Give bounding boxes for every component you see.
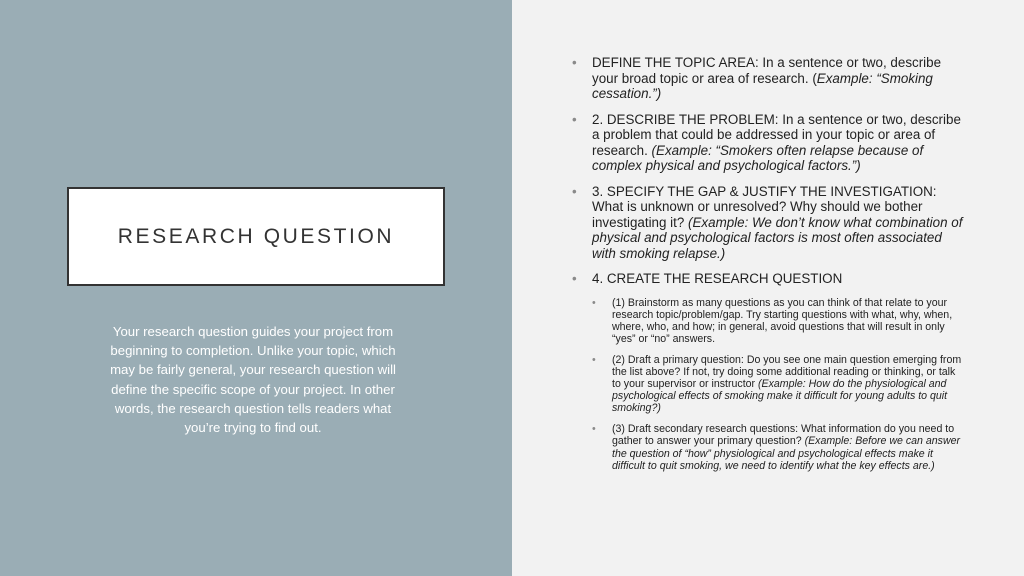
- substep-example: (Example: Before we can answer the question of “how” physiological and psychological effects make it difficult to quit smoking, we need to identify what the key effects are.): [612, 435, 961, 472]
- bullet-icon: •: [592, 296, 596, 309]
- step-example: (Example: “Smokers often relapse because of complex physical and psychological factors.”): [592, 142, 924, 173]
- list-item-describe-problem: [572, 112, 964, 174]
- step-example: Example: “Smoking cessation.”): [592, 70, 933, 101]
- bullet-icon: •: [572, 271, 577, 286]
- slide-title: RESEARCH QUESTION: [117, 224, 395, 248]
- substep-text: (1) Brainstorm as many questions as you can think of that relate to your research topic/problem/gap. Try starting questions with what, why, when, where, who, and how; in general, avoid questions that will result in only “yes” or “no” answers.: [612, 296, 953, 345]
- bullet-icon: •: [592, 353, 596, 366]
- list-item-specify-gap: [572, 184, 964, 262]
- bullet-icon: •: [592, 423, 596, 436]
- sublist-item-secondary-questions: [572, 423, 964, 471]
- list-item-create-question: [572, 271, 964, 287]
- substep-text: (2) Draft a primary question: Do you see one main question emerging from the list above? If not, try doing some additional reading or thinking, or talk to your supervisor or instructor: [612, 353, 962, 391]
- substep-text: (3) Draft secondary research questions: What information do you need to gather to answer your primary question?: [612, 423, 955, 448]
- bullet-icon: •: [572, 55, 577, 70]
- slide-description: Your research question guides your project from beginning to completion. Unlike your topic, which may be fairly general, your research question will define the specific scope of your project. In other words, the research question tells readers what you’re trying to find out.: [110, 324, 396, 436]
- step-text: 3. SPECIFY THE GAP & JUSTIFY THE INVESTIGATION: What is unknown or unresolved? Why should we bother investigating it?: [592, 183, 937, 230]
- sublist-item-primary-question: [572, 354, 964, 414]
- step-example: (Example: We don’t know what combination of physical and psychological factors is most often associated with smoking relapse.): [592, 214, 963, 261]
- bullet-list: [572, 55, 964, 481]
- list-item-define-topic: [572, 55, 964, 102]
- step-text: 4. CREATE THE RESEARCH QUESTION: [592, 271, 843, 286]
- title-box: [67, 187, 445, 286]
- bullet-icon: •: [572, 111, 577, 127]
- bullet-icon: •: [572, 183, 577, 199]
- substep-example: (Example: How do the physiological and psychological effects of smoking make it difficult for young adults to quit smoking?): [612, 378, 948, 415]
- sublist-item-brainstorm: [572, 297, 964, 345]
- step-text: DEFINE THE TOPIC AREA: In a sentence or two, describe your broad topic or area of research. (: [592, 55, 942, 86]
- step-text: 2. DESCRIBE THE PROBLEM: In a sentence or two, describe a problem that could be addressed in your topic or area of research.: [592, 111, 961, 158]
